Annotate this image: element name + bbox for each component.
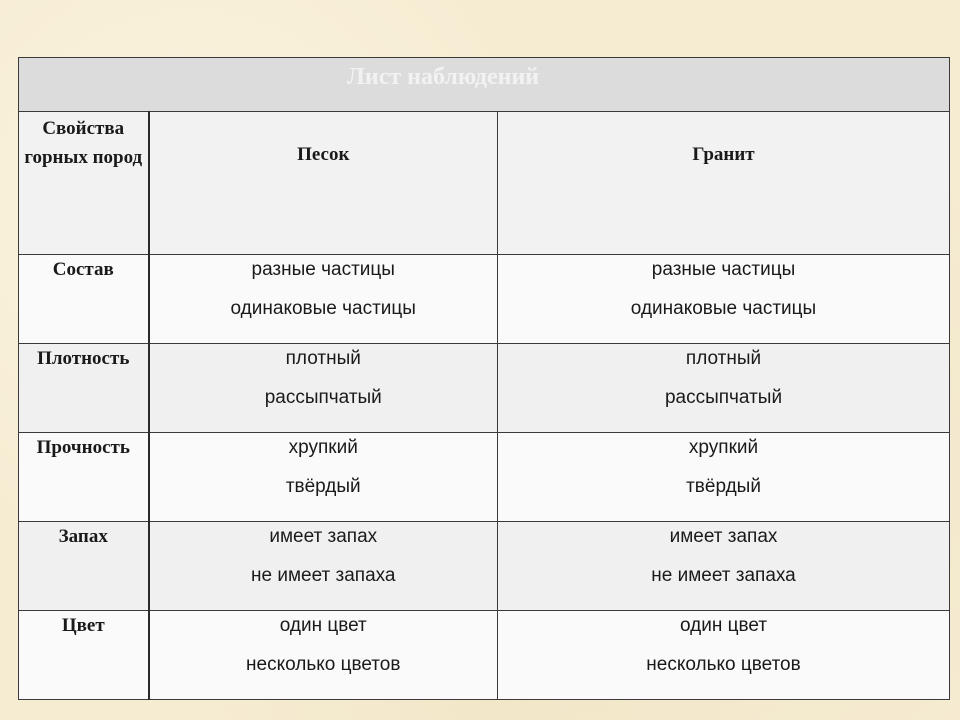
property-name: Запах [19,522,149,611]
sand-options [149,522,498,611]
option-text: одинаковые частицы [630,298,817,319]
table-row [19,611,950,700]
option-text: не имеет запаха [651,565,796,586]
option-text: один цвет [279,615,367,636]
sand-options [149,255,498,344]
option-text: твёрдый [686,476,761,497]
table-row [19,255,950,344]
table-title: Лист наблюдений [19,58,950,112]
granite-options [498,433,950,522]
option-text: одинаковые частицы [230,298,416,319]
table-row [19,433,950,522]
property-name: Плотность [19,344,149,433]
property-name: Цвет [19,611,149,700]
granite-options [498,344,950,433]
column-header-sand: Песок [149,112,498,255]
sand-options [149,611,498,700]
option-text: разные частицы [651,259,796,280]
observation-table [18,57,950,700]
table-row [19,344,950,433]
option-text: один цвет [680,615,768,636]
property-name: Прочность [19,433,149,522]
option-text: твёрдый [285,476,361,497]
option-text: плотный [285,348,361,369]
sand-options [149,433,498,522]
option-text: имеет запах [269,526,378,547]
table-row [19,522,950,611]
option-text: имеет запах [669,526,778,547]
option-text: несколько цветов [246,654,401,675]
option-text: плотный [685,348,762,369]
option-text: хрупкий [688,437,759,458]
property-name: Состав [19,255,149,344]
granite-options [498,522,950,611]
granite-options [498,611,950,700]
option-text: хрупкий [288,437,358,458]
option-text: рассыпчатый [664,387,783,408]
sand-options [149,344,498,433]
header-row [19,112,950,255]
option-text: несколько цветов [646,654,801,675]
observation-sheet [18,57,949,675]
title-row [19,58,950,112]
option-text: не имеет запаха [251,565,396,586]
option-text: разные частицы [251,259,395,280]
option-text: рассыпчатый [264,387,382,408]
corner-header: Свойства горных пород [19,112,149,255]
granite-options [498,255,950,344]
column-header-granite: Гранит [498,112,950,255]
